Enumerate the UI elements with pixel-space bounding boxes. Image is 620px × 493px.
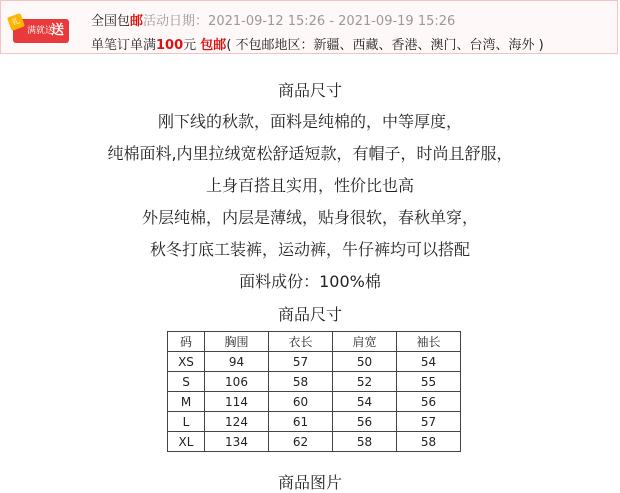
description-line: 纯棉面料,内里拉绒宽松舒适短款，有帽子，时尚且舒服， [107, 144, 513, 163]
table-row [168, 372, 461, 392]
description-line: 上身百搭且实用，性价比也高 [205, 176, 414, 195]
activity-dates: 2021-09-12 15:26 - 2021-09-19 15:26 [208, 14, 456, 29]
table-cell: S [168, 372, 205, 392]
table-cell: 61 [269, 412, 333, 432]
table-row [168, 352, 461, 372]
table-cell: 54 [333, 392, 397, 412]
table-cell: 54 [397, 352, 461, 372]
section-title-size-2: 商品尺寸 [277, 305, 342, 324]
table-header-row [168, 332, 461, 352]
size-table [167, 331, 461, 452]
table-header-cell: 衣长 [269, 332, 333, 352]
promo-badge [10, 15, 69, 43]
promo-line-1 [91, 10, 455, 29]
promo-badge-small-text: 满就送 [27, 26, 55, 36]
table-cell: 52 [333, 372, 397, 392]
table-header-cell: 码 [168, 332, 205, 352]
table-cell: 106 [205, 372, 269, 392]
table-row [168, 412, 461, 432]
table-cell: 58 [269, 372, 333, 392]
table-cell: L [168, 412, 205, 432]
table-cell: 57 [269, 352, 333, 372]
free-shipping-red: 邮 [130, 14, 144, 29]
table-cell: 124 [205, 412, 269, 432]
activity-label: 活动日期： [143, 14, 209, 29]
table-header-cell: 肩宽 [333, 332, 397, 352]
table-row [168, 432, 461, 452]
order-threshold-unit: 元 [183, 38, 201, 53]
fabric-composition: 面料成份：100%棉 [239, 272, 381, 291]
table-cell: 94 [205, 352, 269, 372]
section-title-images: 商品图片 [277, 473, 342, 492]
gift-icon: 礼 [7, 13, 25, 31]
table-cell: 58 [333, 432, 397, 452]
table-header-cell: 胸围 [205, 332, 269, 352]
table-cell: M [168, 392, 205, 412]
description-line: 秋冬打底工装裤，运动裤，牛仔裤均可以搭配 [149, 240, 470, 259]
table-cell: 55 [397, 372, 461, 392]
free-shipping-label: 包邮 [200, 38, 227, 53]
table-cell: 60 [269, 392, 333, 412]
promo-badge-big-text: 送 [51, 23, 65, 38]
table-cell: 56 [397, 392, 461, 412]
description-line: 刚下线的秋款，面料是纯棉的，中等厚度， [157, 112, 462, 131]
table-cell: 114 [205, 392, 269, 412]
table-cell: 134 [205, 432, 269, 452]
table-cell: 62 [269, 432, 333, 452]
excluded-regions: ( 不包邮地区：新疆、西藏、香港、澳门、台湾、海外 ) [226, 38, 544, 53]
table-header-cell: 袖长 [397, 332, 461, 352]
table-cell: XL [168, 432, 205, 452]
table-cell: 58 [397, 432, 461, 452]
table-cell: XS [168, 352, 205, 372]
promo-line-2 [91, 34, 544, 53]
table-cell: 57 [397, 412, 461, 432]
free-shipping-prefix: 全国包 [91, 14, 131, 29]
order-threshold-prefix: 单笔订单满 [91, 38, 157, 53]
order-threshold-amount: 100 [156, 38, 184, 53]
table-row [168, 392, 461, 412]
promo-banner [0, 0, 618, 54]
description-line: 外层纯棉，内层是薄绒，贴身很软，春秋单穿， [141, 208, 478, 227]
section-title-size-1: 商品尺寸 [277, 81, 342, 100]
table-cell: 56 [333, 412, 397, 432]
table-cell: 50 [333, 352, 397, 372]
